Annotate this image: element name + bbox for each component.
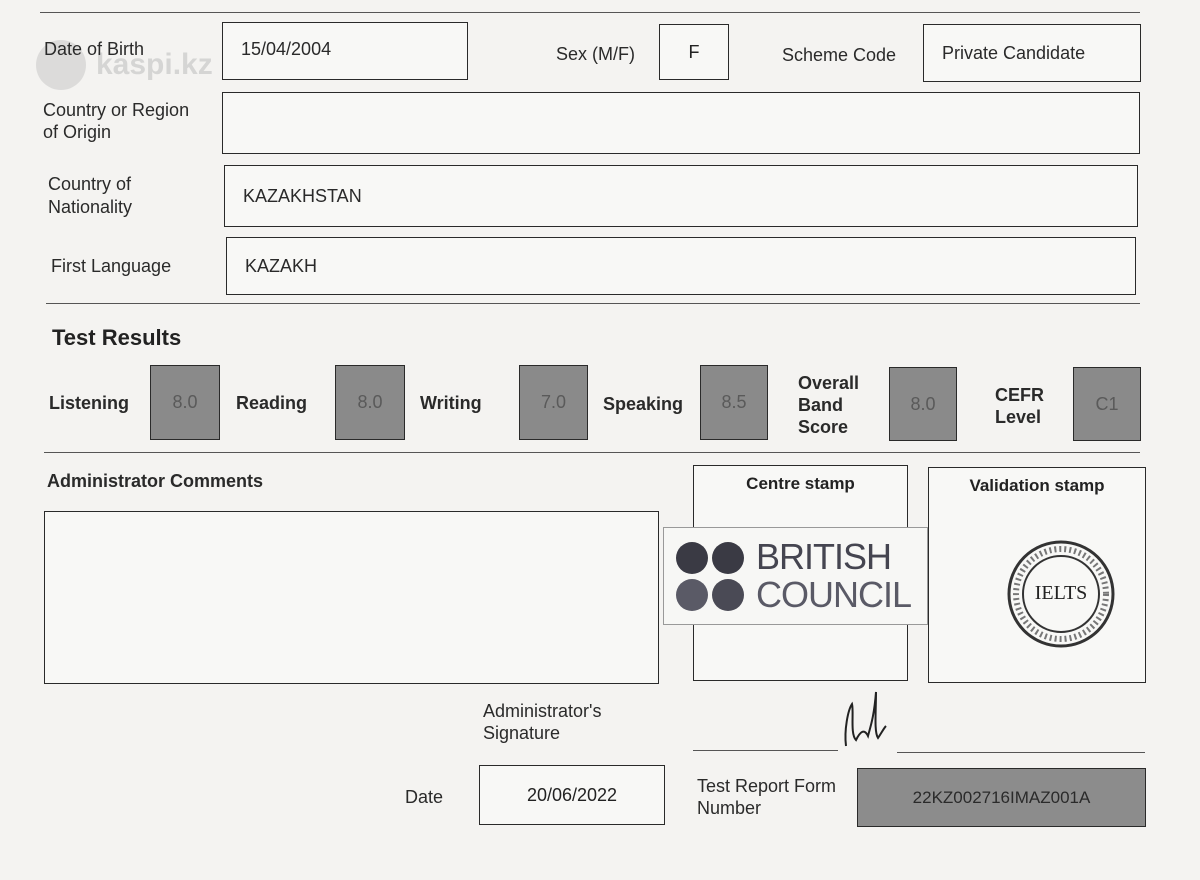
date-label: Date	[405, 787, 444, 807]
speaking-label: Speaking	[603, 394, 684, 414]
scheme-code-value: Private Candidate	[942, 43, 1086, 63]
admin-comments-label: Administrator Comments	[47, 471, 264, 491]
test-results-heading: Test Results	[52, 325, 182, 350]
sex-field	[659, 24, 729, 80]
ielts-seal-text: IELTS	[1034, 582, 1088, 604]
trf-label-2: Number	[697, 798, 762, 818]
country-origin-field	[222, 92, 1140, 154]
british-council-dots-icon	[674, 540, 748, 614]
date-field	[479, 765, 665, 825]
cefr-level: C1	[1073, 367, 1141, 441]
dob-label: Date of Birth	[44, 39, 145, 59]
reading-label: Reading	[236, 393, 308, 413]
date-value: 20/06/2022	[526, 784, 618, 805]
top-divider	[40, 12, 1140, 13]
cefr-label-1: CEFR	[995, 385, 1044, 405]
validation-stamp-box	[928, 467, 1146, 683]
scheme-code-label: Scheme Code	[782, 45, 897, 65]
first-language-field	[226, 237, 1136, 295]
signature-line-left	[693, 750, 838, 751]
sex-value: F	[688, 41, 700, 62]
british-council-line-1: BRITISH	[756, 536, 892, 577]
validation-stamp-label: Validation stamp	[969, 476, 1105, 495]
centre-stamp-label: Centre stamp	[746, 474, 855, 493]
dob-value: 15/04/2004	[241, 39, 332, 59]
listening-label: Listening	[49, 393, 129, 413]
country-origin-label-2: of Origin	[43, 122, 112, 142]
watermark-text: kaspi.kz	[96, 48, 213, 81]
writing-label: Writing	[420, 393, 482, 413]
trf-number: 22KZ002716IMAZ001A	[857, 768, 1146, 827]
overall-label-3: Score	[798, 417, 849, 437]
listening-score: 8.0	[150, 365, 220, 440]
results-divider-top	[46, 303, 1140, 304]
signature-label-2: Signature	[483, 723, 561, 743]
british-council-line-2: COUNCIL	[756, 574, 912, 615]
admin-comments-field	[44, 511, 659, 684]
nationality-value: KAZAKHSTAN	[243, 186, 362, 206]
sex-label: Sex (M/F)	[556, 44, 635, 64]
first-language-label: First Language	[51, 256, 172, 276]
reading-score: 8.0	[335, 365, 405, 440]
signature-scribble	[830, 688, 900, 754]
signature-label-1: Administrator's	[483, 701, 602, 721]
nationality-field	[224, 165, 1138, 227]
trf-label-1: Test Report Form	[697, 776, 837, 796]
overall-band-score: 8.0	[889, 367, 957, 441]
country-origin-label-1: Country or Region	[43, 100, 190, 120]
british-council-stamp	[663, 527, 928, 625]
signature-line-right	[897, 752, 1145, 753]
dob-field	[222, 22, 468, 80]
scheme-code-field	[923, 24, 1141, 82]
nationality-label-2: Nationality	[48, 197, 133, 217]
speaking-score: 8.5	[700, 365, 768, 440]
overall-label-2: Band	[798, 395, 843, 415]
writing-score: 7.0	[519, 365, 588, 440]
results-divider-bottom	[44, 452, 1140, 453]
first-language-value: KAZAKH	[245, 256, 318, 276]
overall-label-1: Overall	[798, 373, 860, 393]
nationality-label-1: Country of	[48, 174, 132, 194]
cefr-label-2: Level	[995, 407, 1042, 427]
